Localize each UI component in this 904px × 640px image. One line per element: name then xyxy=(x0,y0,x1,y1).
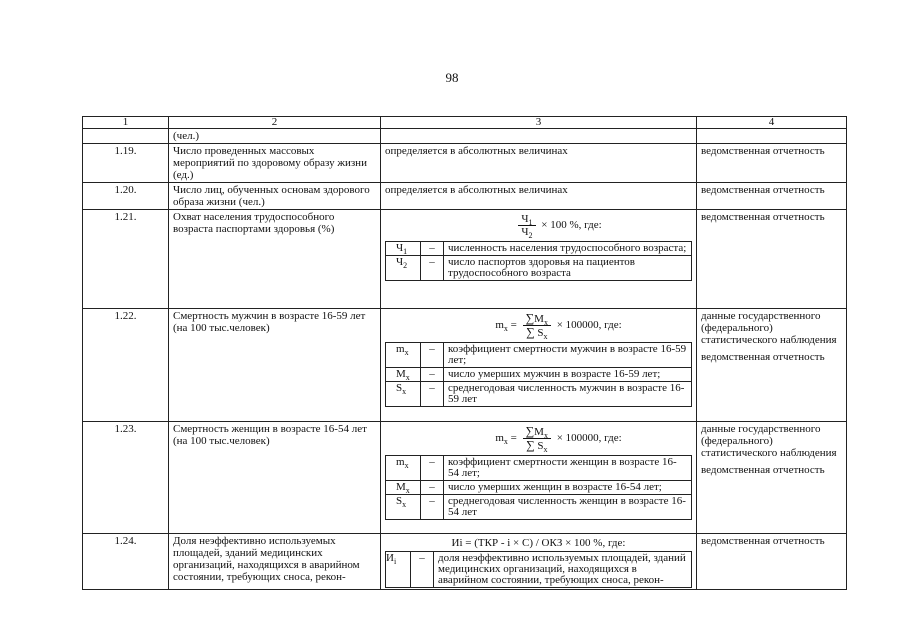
cell-name: Охват населения трудоспособного возраста паспортами здоровья (%) xyxy=(169,210,381,309)
cell-source: ведомственная отчетность xyxy=(697,183,847,210)
table-row xyxy=(83,210,847,309)
table-row xyxy=(83,534,847,590)
cell-name: Смертность женщин в возрасте 16-54 лет (на 100 тыс.человек) xyxy=(169,422,381,534)
page-number: 98 xyxy=(445,70,459,85)
definition-item: $И_i$ – доля неэффективно используемых площадей, зданий медицинских организаций, находящихся в аварийном состоянии, требующих сноса, рекон- xyxy=(386,552,692,588)
cell-method xyxy=(381,534,697,590)
source-secondary: ведомственная отчетность xyxy=(701,351,825,363)
fraction: $\frac{Ч_1}{Ч_2}$ xyxy=(518,213,535,238)
definitions xyxy=(385,551,692,588)
source-secondary: ведомственная отчетность xyxy=(701,464,825,476)
header-cell: 4 xyxy=(697,117,847,129)
definition-item: $S_x$ – среднегодовая численность женщин в возрасте 16-54 лет xyxy=(386,495,692,520)
formula xyxy=(385,213,692,241)
cell-method: определяется в абсолютных величинах xyxy=(381,183,697,210)
cell-source: ведомственная отчетность xyxy=(697,534,847,590)
header-cell: 1 xyxy=(83,117,169,129)
cell-name: Число проведенных массовых мероприятий по здоровому образу жизни (ед.) xyxy=(169,144,381,183)
table-row xyxy=(83,144,847,183)
header-cell: 3 xyxy=(381,117,697,129)
definitions xyxy=(385,241,692,281)
formula: $m_x$ = $\frac{\sum M_x}{\sum S_x}$ × 100000, где: xyxy=(495,311,622,342)
definition-item: $S_x$ – среднегодовая численность мужчин в возрасте 16-59 лет xyxy=(386,382,692,407)
source-primary: данные государственного (федерального) статистического наблюдения xyxy=(701,423,837,459)
cell-num: 1.22. xyxy=(83,309,169,422)
definitions xyxy=(385,455,692,520)
formula-tail: × 100000, где: xyxy=(556,319,622,332)
cell-name: Число лиц, обученных основам здорового образа жизни (чел.) xyxy=(169,183,381,210)
cell-source: ведомственная отчетность xyxy=(697,144,847,183)
definition-item: $M_x$ – число умерших мужчин в возрасте 16-59 лет; xyxy=(386,368,692,382)
cell-method: определяется в абсолютных величинах xyxy=(381,144,697,183)
cell-num: 1.23. xyxy=(83,422,169,534)
indicator-table xyxy=(82,116,847,590)
definition-item: $m_x$ – коэффициент смертности мужчин в возрасте 16-59 лет; xyxy=(386,343,692,368)
cell-source xyxy=(697,422,847,534)
table-row xyxy=(83,183,847,210)
formula: $m_x$ = $\frac{\sum M_x}{\sum S_x}$ × 100000, где: xyxy=(495,424,622,455)
table-row xyxy=(83,422,847,534)
fraction: $\frac{\sum M_x}{\sum S_x}$ xyxy=(523,425,551,452)
cell-name: (чел.) xyxy=(169,129,381,144)
cell-method xyxy=(381,309,697,422)
header-cell: 2 xyxy=(169,117,381,129)
header-row xyxy=(83,117,847,129)
cell-num: 1.19. xyxy=(83,144,169,183)
source-primary: данные государственного (федерального) статистического наблюдения xyxy=(701,310,837,346)
table-row xyxy=(83,129,847,144)
definition-item: $Ч_2$ – число паспортов здоровья на пациентов трудоспособного возраста xyxy=(386,256,692,281)
cell-source: ведомственная отчетность xyxy=(697,210,847,309)
fraction: $\frac{\sum M_x}{\sum S_x}$ xyxy=(523,312,551,339)
table-row xyxy=(83,309,847,422)
cell-method xyxy=(381,422,697,534)
definition-item: $M_x$ – число умерших женщин в возрасте 16-54 лет; xyxy=(386,481,692,495)
cell-num: 1.20. xyxy=(83,183,169,210)
formula: Иi = (ТКР - i × С) / ОКЗ × 100 %, где: xyxy=(451,537,626,549)
cell-source xyxy=(697,309,847,422)
definition-item: $m_x$ – коэффициент смертности женщин в возрасте 16-54 лет; xyxy=(386,456,692,481)
cell-num: 1.21. xyxy=(83,210,169,309)
cell-name: Доля неэффективно используемых площадей, зданий медицинских организаций, находящихся в аварийном состоянии, требующих сноса, рекон- xyxy=(169,534,381,590)
definitions xyxy=(385,342,692,407)
cell-method xyxy=(381,210,697,309)
cell-name: Смертность мужчин в возрасте 16-59 лет (на 100 тыс.человек) xyxy=(169,309,381,422)
formula-tail: × 100000, где: xyxy=(556,432,622,445)
definition-item: $Ч_1$ – численность населения трудоспособного возраста; xyxy=(386,242,692,256)
cell-num: 1.24. xyxy=(83,534,169,590)
formula-tail: × 100 %, где: xyxy=(541,219,602,232)
